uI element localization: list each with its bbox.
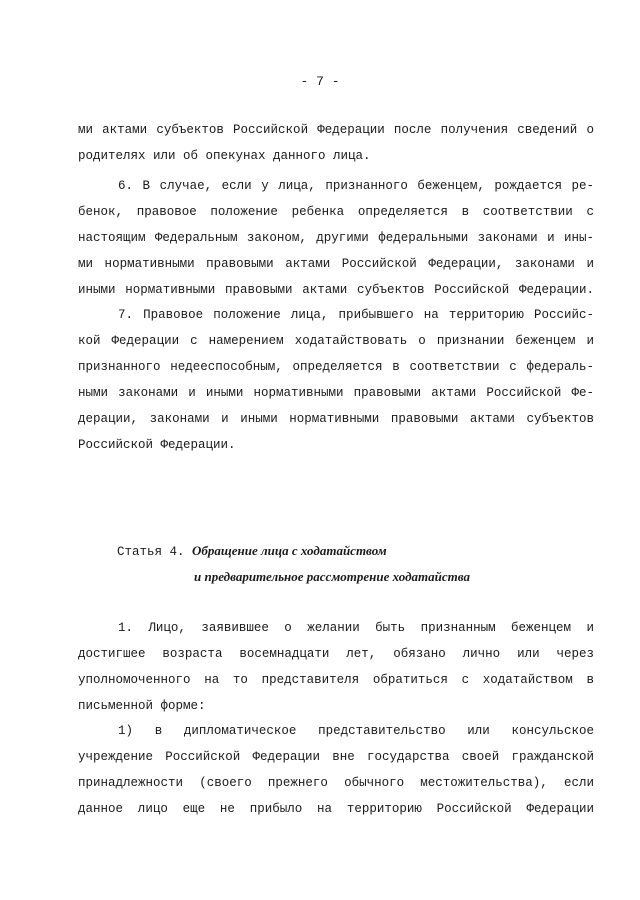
text-line: 1) в дипломатическое представительство или консульское — [118, 724, 594, 738]
article-title-continued: и предварительное рассмотрение ходатайства — [194, 569, 470, 584]
text-line: достигшее возраста восемнадцати лет, обязано лично или через — [78, 647, 594, 661]
text-line: Российской Федерации. — [78, 438, 236, 452]
text-line: ми нормативными правовыми актами Российской Федерации, законами и — [78, 257, 594, 271]
article-title: Обращение лица с ходатайством — [192, 543, 387, 558]
text-line: 1. Лицо, заявившее о желании быть признанным беженцем и — [118, 621, 594, 635]
text-line: дерации, законами и иными нормативными правовыми актами субъектов — [78, 412, 594, 426]
text-line: кой Федерации с намерением ходатайствовать о признании беженцем и — [78, 334, 594, 348]
article-label: Статья 4. — [117, 545, 185, 559]
article-heading — [117, 543, 387, 560]
text-line: уполномоченного на то представителя обратиться с ходатайством в — [78, 673, 594, 687]
text-line: 6. В случае, если у лица, признанного беженцем, рождается ре- — [118, 179, 594, 193]
text-line: ными законами и иными нормативными правовыми актами Российской Фе- — [78, 386, 594, 400]
text-line: иными нормативными правовыми актами субъектов Российской Федерации. — [78, 283, 594, 297]
article-heading-line-2 — [194, 569, 470, 586]
text-line: признанного недееспособным, определяется в соответствии с федераль- — [78, 360, 594, 374]
text-line: данное лицо еще не прибыло на территорию Российской Федерации — [78, 802, 594, 816]
page-number: - 7 - — [300, 74, 340, 89]
text-line: 7. Правовое положение лица, прибывшего на территорию Российс- — [118, 308, 594, 322]
text-line: бенок, правовое положение ребенка определяется в соответствии с — [78, 205, 594, 219]
text-line: учреждение Российской Федерации вне государства своей гражданской — [78, 750, 594, 764]
text-line: письменной форме: — [78, 699, 206, 713]
text-line: настоящим Федеральным законом, другими федеральными законами и ины- — [78, 231, 594, 245]
text-line: родителях или об опекунах данного лица. — [78, 149, 371, 163]
text-line: ми актами субъектов Российской Федерации после получения сведений о — [78, 123, 594, 137]
text-line: принадлежности (своего прежнего обычного местожительства), если — [78, 776, 594, 790]
